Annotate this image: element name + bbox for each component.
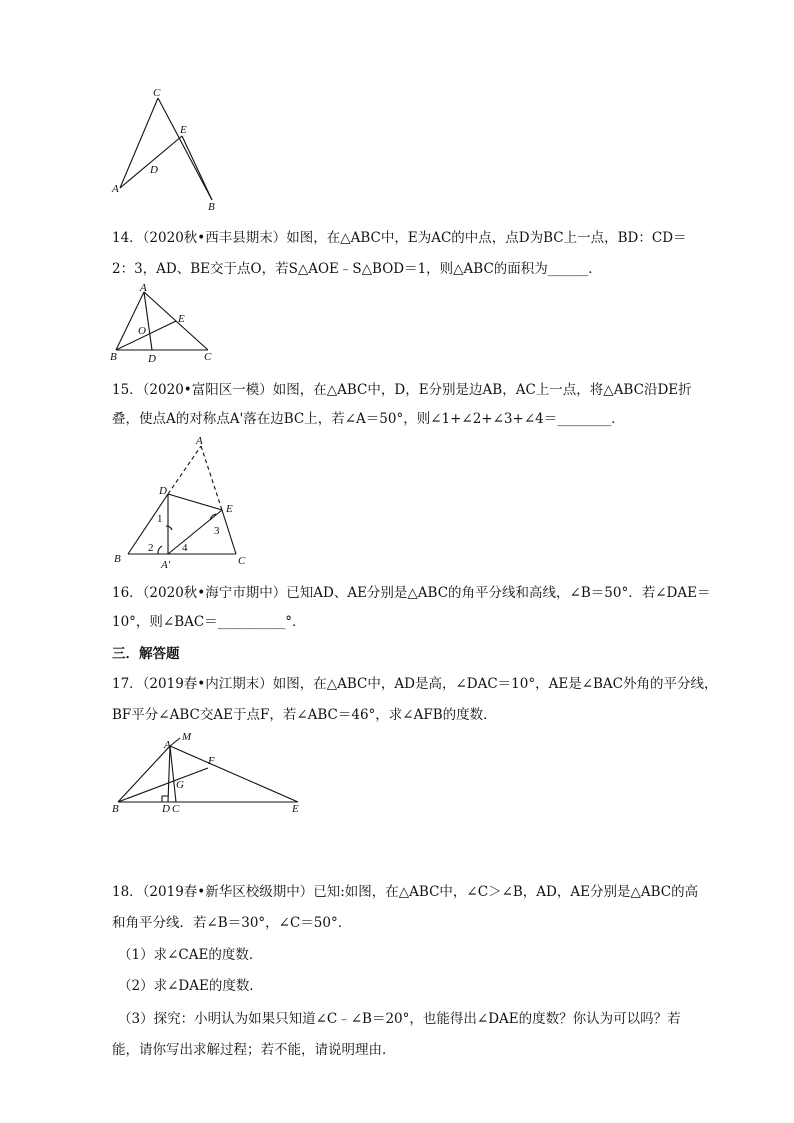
label-C: C [153,87,161,99]
label-C: C [238,555,246,567]
label-1: 1 [157,513,163,525]
label-C: C [172,803,180,815]
label-D: D [159,485,167,497]
section-heading: 三．解答题 [112,646,180,662]
q14-line2: 2：3，AD、BE交于点O，若S△AOE﹣S△BOD＝1，则△ABC的面积为______． [112,261,602,277]
label-E: E [178,313,185,325]
label-4: 4 [182,542,188,554]
q14-line1: 14．（2020秋•西丰县期末）如图，在△ABC中，E为AC的中点，点D为BC上一点，BD：CD＝ [112,230,687,246]
label-E: E [292,803,299,815]
q17-line2: BF平分∠ABC交AE于点F，若∠ABC＝46°，求∠AFB的度数． [112,707,497,723]
label-B: B [114,553,121,565]
q15-line1: 15．（2020•富阳区一模）如图，在△ABC中，D，E分别是边AB，AC上一点，将△ABC沿DE折 [112,382,692,398]
figure-q17 [108,730,308,820]
q16-line2: 10°，则∠BAC＝__________°． [112,614,306,630]
label-B: B [112,803,119,815]
q17-line1: 17．（2019春•内江期末）如图，在△ABC中，AD是高，∠DAC＝10°，AE是∠BAC外角的平分线， [112,676,718,692]
q18-sub1: （1）求∠CAE的度数． [118,947,263,963]
q18-line1: 18．（2019春•新华区校级期中）已知:如图，在△ABC中，∠C＞∠B，AD，AE分别是△ABC的高 [112,884,699,900]
figure-q15 [108,432,268,572]
q18-sub3-line1: （3）探究：小明认为如果只知道∠C﹣∠B＝20°，也能得出∠DAE的度数？你认为可以吗？若 [118,1011,681,1027]
q18-line2: 和角平分线．若∠B＝30°，∠C＝50°． [112,915,352,931]
label-B: B [208,201,215,213]
label-D: D [148,353,156,365]
figure-q13 [110,86,230,216]
q15-line2: 叠，使点A的对称点A'落在边BC上，若∠A＝50°，则∠1+∠2+∠3+∠4＝________． [112,411,625,427]
label-B: B [110,351,117,363]
q18-sub2: （2）求∠DAE的度数． [118,978,263,994]
figure-q14 [108,282,228,364]
label-A: A [164,739,171,751]
label-A: A [196,435,203,447]
label-F: F [208,755,215,767]
label-2: 2 [148,542,154,554]
label-M: M [182,731,192,743]
label-E: E [180,124,187,136]
label-D: D [150,164,158,176]
label-O: O [138,325,146,337]
label-G: G [176,779,184,791]
label-D: D [162,803,170,815]
label-3: 3 [214,525,220,537]
label-A-prime: A' [161,559,171,571]
label-E: E [226,503,233,515]
label-A: A [112,183,119,195]
label-A: A [140,282,147,294]
label-C: C [204,351,212,363]
q18-sub3-line2: 能，请你写出求解过程；若不能，请说明理由． [112,1042,396,1058]
q16-line1: 16．（2020秋•海宁市期中）已知AD、AE分别是△ABC的角平分线和高线，∠B＝50°．若∠DAE＝ [112,585,711,601]
